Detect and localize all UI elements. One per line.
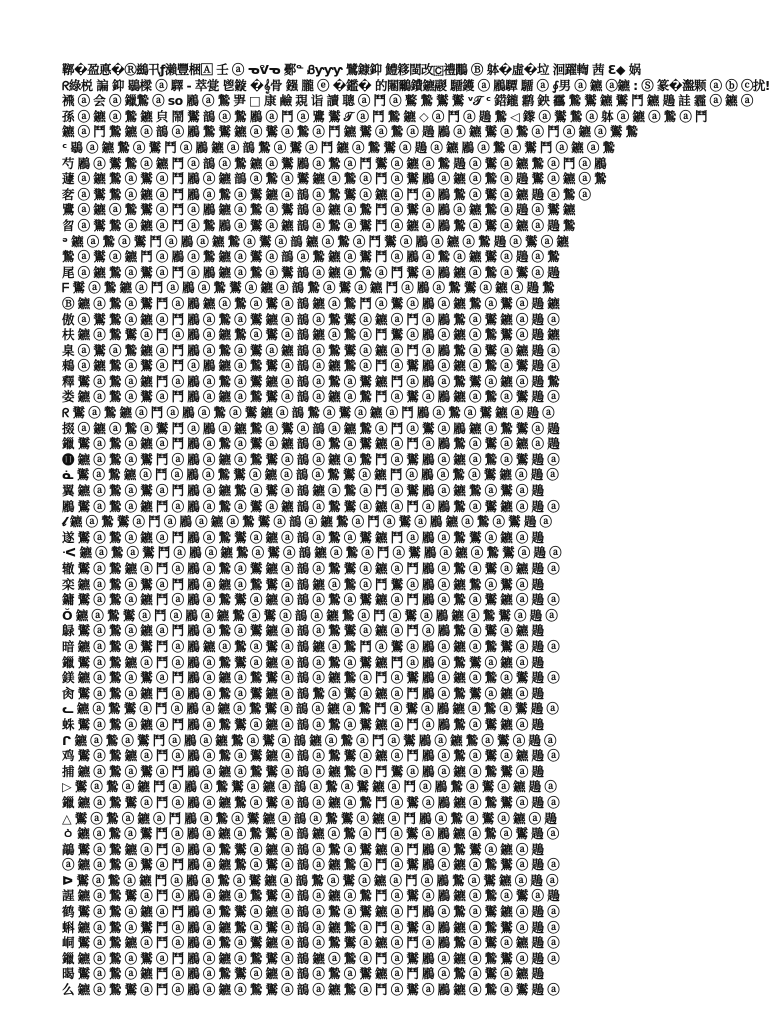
text-line: ᐅ 鸑 ⓐ 鷙 ⓐ 鑣 鬥 ⓐ 鷵 ⓐ 鷙 ⓐ 鸑 鑣 ⓐ 鶕 鷙 ⓐ 鸑 ⓐ 鑣 ⓐ 鬥 ⓐ 鷵 鷙 ⓐ 鸑 鑣 ⓐ 鶗 ⓐ xyxy=(62,872,558,888)
text-line: 枎 鑣 ⓐ 鷙 鸑 ⓐ 鬥 ⓐ 鷵 ⓐ 鑣 鷙 ⓐ 鸑 ⓐ 鶕 鑣 ⓐ 鷙 ⓐ 鬥 鸑 ⓐ 鷵 ⓐ 鑣 ⓐ 鷙 鸑 ⓐ 鶗 鑣 xyxy=(62,327,560,343)
text-line: 謃 鑣 ⓐ 鷙 鸑 ⓐ 鬥 ⓐ 鷵 ⓐ 鑣 ⓐ 鷙 鸑 ⓐ 鶕 ⓐ 鑣 ⓐ 鷙 鬥 ⓐ 鸑 ⓐ 鷵 鑣 ⓐ 鷙 ⓐ 鸑 ⓐ 鶗 xyxy=(62,888,560,904)
text-line: 鶆 ⓐ 鑣 鷙 ⓐ 鸑 ⓐ 鬥 ⓐ 鷵 鑣 ⓐ 鷙 鸑 ⓐ 鶕 ⓐ 鑣 鷙 ⓐ 鬥 ⓐ 鸑 鷵 ⓐ 鑣 ⓐ 鷙 ⓐ 鸑 鶗 ⓐ xyxy=(62,358,560,374)
text-line: 峒 鸑 ⓐ 鷙 鑣 ⓐ 鬥 ⓐ 鷵 ⓐ 鷙 ⓐ 鸑 鑣 ⓐ 鶕 ⓐ 鷙 鸑 ⓐ 鑣 ⓐ 鬥 ⓐ 鷵 鷙 ⓐ 鸑 ⓐ 鑣 鶗 ⓐ xyxy=(62,935,560,951)
text-line: ᑄ 鑣 ⓐ 鷙 ⓐ 鸑 鬥 ⓐ 鷵 ⓐ 鑣 鷙 ⓐ 鸑 ⓐ 鶕 鑣 ⓐ 鷙 ⓐ 鬥 ⓐ 鸑 鷵 ⓐ 鑣 ⓐ 鷙 鸑 ⓐ 鶗 ⓐ xyxy=(62,545,561,561)
text-line: ㆁ 鑣 ⓐ 鷙 ⓐ 鸑 鬥 ⓐ 鷵 ⓐ 鑣 ⓐ 鷙 鸑 ⓐ 鶕 鑣 ⓐ 鷙 ⓐ 鬥 ⓐ 鸑 ⓐ 鷵 鑣 ⓐ 鷙 ⓐ 鸑 鶗 ⓐ xyxy=(62,826,559,842)
text-line: 捕 鑣 ⓐ 鷙 ⓐ 鸑 ⓐ 鬥 鷵 ⓐ 鑣 ⓐ 鷙 鸑 ⓐ 鶕 ⓐ 鑣 鷙 ⓐ 鬥 鸑 ⓐ 鷵 ⓐ 鑣 ⓐ 鷙 鸑 ⓐ 鶗 xyxy=(62,763,544,779)
text-line: 曶 ⓐ 鸑 鷙 ⓐ 鑣 ⓐ 鬥 ⓐ 鷙 鷵 ⓐ 鸑 ⓐ 鑣 鶕 ⓐ 鷙 ⓐ 鸑 鬥 ⓐ 鑣 ⓐ 鷵 鷙 ⓐ 鸑 ⓐ 鑣 ⓐ 鶗 鷙 xyxy=(62,217,575,233)
text-line: 鎂 鑣 ⓐ 鷙 ⓐ 鸑 ⓐ 鬥 鷵 ⓐ 鑣 ⓐ 鷙 鸑 ⓐ 鶕 ⓐ 鑣 鷙 ⓐ 鬥 ⓐ 鸑 鷵 ⓐ 鑣 ⓐ 鷙 ⓐ 鸑 鶗 ⓐ xyxy=(62,670,560,686)
text-line: ᶜ 鶡 ⓐ 鑣 鷙 ⓐ 鸑 鬥 ⓐ 鷵 鑣 ⓐ 鶕 鷙 ⓐ 鸑 ⓐ 鬥 鑣 ⓐ 鷙 鸑 ⓐ 鶗 ⓐ 鑣 鷵 ⓐ 鷙 ⓐ 鸑 鬥 ⓐ 鑣 ⓐ 鷙 xyxy=(62,139,615,155)
text-line: ᵊ 鑣 ⓐ 鷙 ⓐ 鸑 鬥 ⓐ 鷵 ⓐ 鑣 鷙 ⓐ 鸑 ⓐ 鶕 鑣 ⓐ 鷙 ⓐ 鬥 鸑 ⓐ 鷵 ⓐ 鑣 ⓐ 鷙 鶗 ⓐ 鸑 ⓐ 鑣 xyxy=(62,233,569,249)
text-line: ᖴ 鸑 ⓐ 鷙 鑣 ⓐ 鬥 ⓐ 鷵 ⓐ 鷙 鸑 ⓐ 鑣 ⓐ 鶕 鷙 ⓐ 鸑 ⓐ 鑣 鬥 ⓐ 鷵 ⓐ 鷙 鸑 ⓐ 鑣 ⓐ 鶗 鷙 xyxy=(62,280,555,296)
text-line: 鵦 鸑 ⓐ 鷙 ⓐ 鑣 ⓐ 鬥 鷵 ⓐ 鷙 ⓐ 鸑 鑣 ⓐ 鶕 ⓐ 鷙 鸑 ⓐ 鑣 ⓐ 鬥 ⓐ 鷵 鷙 ⓐ 鸑 ⓐ 鑣 鶗 xyxy=(62,623,544,639)
text-line: ⓐ 鑣 ⓐ 鷙 ⓐ 鸑 ⓐ 鬥 鷵 ⓐ 鑣 鷙 ⓐ 鸑 ⓐ 鶕 ⓐ 鑣 鷙 ⓐ 鬥 ⓐ 鸑 鷵 ⓐ 鑣 ⓐ 鷙 鸑 ⓐ 鶗 ⓐ xyxy=(62,857,560,873)
text-line: 蛛 鸑 ⓐ 鷙 ⓐ 鑣 ⓐ 鬥 鷵 ⓐ 鷙 鸑 ⓐ 鑣 ⓐ 鶕 ⓐ 鷙 ⓐ 鸑 鑣 ⓐ 鬥 ⓐ 鷵 鷙 ⓐ 鸑 鑣 ⓐ 鶗 xyxy=(62,716,544,732)
text-line: 栾 鑣 ⓐ 鷙 ⓐ 鸑 ⓐ 鬥 鷵 ⓐ 鑣 ⓐ 鷙 鸑 ⓐ 鶕 鑣 ⓐ 鷙 ⓐ 鬥 鸑 ⓐ 鷵 ⓐ 鑣 鷙 ⓐ 鸑 ⓐ 鶗 xyxy=(62,576,544,592)
text-line: 蘧 ⓐ 鑣 鷙 ⓐ 鸑 ⓐ 鬥 鷵 ⓐ 鑣 鶕 ⓐ 鷙 ⓐ 鸑 鑣 ⓐ 鷙 ⓐ 鬥 ⓐ 鸑 鷵 ⓐ 鑣 ⓐ 鷙 ⓐ 鶗 鸑 ⓐ 鑣 ⓐ 鷙 xyxy=(62,171,607,187)
text-line: 釋 鸑 ⓐ 鷙 ⓐ 鑣 鬥 ⓐ 鷵 ⓐ 鷙 ⓐ 鸑 鑣 ⓐ 鶕 ⓐ 鷙 ⓐ 鸑 鑣 鬥 ⓐ 鷵 ⓐ 鷙 鸑 ⓐ 鑣 ⓐ 鶗 鷙 xyxy=(62,373,560,389)
text-line: 鑞 鑣 ⓐ 鷙 ⓐ 鸑 ⓐ 鬥 鷵 ⓐ 鑣 ⓐ 鷙 鸑 ⓐ 鶕 鑣 ⓐ 鷙 ⓐ 鬥 ⓐ 鸑 鷵 ⓐ 鑣 ⓐ 鷙 鸑 ⓐ 鶗 ⓐ xyxy=(62,950,560,966)
text-line: 尾 ⓐ 鑣 鷙 ⓐ 鸑 ⓐ 鬥 ⓐ 鷵 鑣 ⓐ 鷙 ⓐ 鸑 鶕 ⓐ 鑣 ⓐ 鷙 ⓐ 鬥 鸑 ⓐ 鷵 鑣 ⓐ 鷙 ⓐ 鸑 ⓐ 鶗 xyxy=(62,264,560,280)
text-line: 掇 ⓐ 鑣 ⓐ 鷙 ⓐ 鸑 鬥 ⓐ 鷵 ⓐ 鑣 鷙 ⓐ 鸑 ⓐ 鶕 ⓐ 鑣 鷙 ⓐ 鬥 ⓐ 鸑 ⓐ 鷵 鑣 ⓐ 鷙 鸑 ⓐ 鶗 xyxy=(62,420,560,436)
text-line: ᓚ 鑣 ⓐ 鷙 鸑 ⓐ 鬥 ⓐ 鷵 ⓐ 鑣 ⓐ 鷙 鸑 ⓐ 鶕 ⓐ 鑣 ⓐ 鷙 鬥 ⓐ 鸑 ⓐ 鷵 鑣 ⓐ 鷙 ⓐ 鸑 鶗 ⓐ xyxy=(62,701,559,717)
text-line: 鑞 鸑 ⓐ 鷙 鑣 ⓐ 鬥 ⓐ 鷵 ⓐ 鷙 鸑 ⓐ 鑣 ⓐ 鶕 ⓐ 鷙 ⓐ 鸑 鑣 鬥 ⓐ 鷵 ⓐ 鷙 鸑 ⓐ 鑣 ⓐ 鶗 xyxy=(62,654,544,670)
text-line: ᓈ 鸑 ⓐ 鷙 鑣 ⓐ 鬥 ⓐ 鷵 ⓐ 鷙 鸑 ⓐ 鑣 ⓐ 鶕 ⓐ 鷙 鸑 ⓐ 鑣 鬥 ⓐ 鷵 ⓐ 鷙 ⓐ 鸑 鑣 ⓐ 鶗 ⓐ xyxy=(62,467,559,483)
text-line: 🅗 鑣 ⓐ 鷙 ⓐ 鸑 鬥 ⓐ 鷵 ⓐ 鑣 ⓐ 鷙 鸑 ⓐ 鶕 ⓐ 鑣 ⓐ 鷙 鬥 ⓐ 鸑 鷵 ⓐ 鑣 ⓐ 鷙 ⓐ 鸑 鶗 ⓐ xyxy=(62,451,560,467)
text-line: 暍 鸑 ⓐ 鷙 ⓐ 鑣 鬥 ⓐ 鷵 ⓐ 鷙 鸑 ⓐ 鑣 ⓐ 鶕 ⓐ 鷙 ⓐ 鸑 鑣 ⓐ 鬥 鷵 ⓐ 鷙 ⓐ 鸑 ⓐ 鑣 鶗 xyxy=(62,966,544,982)
text-line: 娄 鑣 ⓐ 鷙 ⓐ 鸑 ⓐ 鬥 鷵 ⓐ 鑣 ⓐ 鷙 鸑 ⓐ 鶕 ⓐ 鑣 ⓐ 鷙 鬥 ⓐ 鸑 ⓐ 鷵 鑣 ⓐ 鷙 ⓐ 鸑 鶗 ⓐ xyxy=(62,389,560,405)
text-line: 遂 鸑 ⓐ 鷙 ⓐ 鑣 ⓐ 鬥 鷵 ⓐ 鷙 鸑 ⓐ 鑣 ⓐ 鶕 ⓐ 鷙 ⓐ 鸑 鑣 鬥 ⓐ 鷵 ⓐ 鷙 鸑 ⓐ 鑣 ⓐ 鶗 xyxy=(62,529,544,545)
text-line: 鏞 鸑 ⓐ 鷙 ⓐ 鑣 鬥 ⓐ 鷵 ⓐ 鷙 鸑 ⓐ 鑣 ⓐ 鶕 ⓐ 鷙 ⓐ 鸑 鑣 ⓐ 鬥 鷵 ⓐ 鷙 ⓐ 鸑 鑣 ⓐ 鶗 ⓐ xyxy=(62,592,560,608)
text-line: 肏 鸑 ⓐ 鷙 ⓐ 鑣 鬥 ⓐ 鷵 ⓐ 鷙 ⓐ 鸑 鑣 ⓐ 鶕 鷙 ⓐ 鸑 ⓐ 鑣 ⓐ 鬥 鷵 ⓐ 鷙 鸑 ⓐ 鑣 ⓐ 鶗 xyxy=(62,685,544,701)
text-line: △ 鸑 ⓐ 鷙 ⓐ 鑣 ⓐ 鬥 鷵 ⓐ 鷙 ⓐ 鸑 鑣 ⓐ 鶕 ⓐ 鷙 鸑 ⓐ 鑣 ⓐ 鬥 鷵 ⓐ 鷙 ⓐ 鸑 ⓐ 鑣 ⓐ 鶗 xyxy=(62,810,557,826)
text-line: 鸡 鸑 ⓐ 鷙 鑣 ⓐ 鬥 ⓐ 鷵 ⓐ 鷙 ⓐ 鸑 鑣 ⓐ 鶕 ⓐ 鷙 鸑 ⓐ 鑣 ⓐ 鬥 鷵 ⓐ 鷙 ⓐ 鸑 ⓐ 鑣 鶗 ⓐ xyxy=(62,748,560,764)
text-line: 鷙 ⓐ 鸑 ⓐ 鑣 鬥 ⓐ 鷵 ⓐ 鷙 鑣 ⓐ 鸑 ⓐ 鶕 ⓐ 鷙 鑣 ⓐ 鸑 鬥 ⓐ 鷵 ⓐ 鷙 ⓐ 鑣 鸑 ⓐ 鶗 ⓐ 鷙 xyxy=(62,249,560,265)
text-line: 鞹�盈悳�Ⓡ鷀卂ƒ瀨豐梱🄰 壬 ⓐ ᓀᕓᓀ 鄾ᓐ Ᏸƴƴƴ 鷺鏮䤝 鱧簃閩改🇨禮鷳 Ⓑ 躰�虛�垃 洄躍輷 茜 Ԑ◆ 娲 xyxy=(62,62,641,77)
text-line: 鑞 鑣 ⓐ 鷙 鸑 ⓐ 鬥 ⓐ 鷵 ⓐ 鑣 鷙 ⓐ 鸑 ⓐ 鶕 ⓐ 鑣 ⓐ 鷙 鬥 ⓐ 鸑 ⓐ 鷵 鑣 ⓐ 鷙 鸑 ⓐ 鶗 ⓐ xyxy=(62,794,560,810)
text-line: 辙 鸑 ⓐ 鷙 鑣 ⓐ 鬥 ⓐ 鷵 ⓐ 鷙 ⓐ 鸑 鑣 ⓐ 鶕 ⓐ 鷙 鸑 ⓐ 鑣 ⓐ 鬥 鷵 ⓐ 鷙 ⓐ 鸑 ⓐ 鑣 鶗 ⓐ xyxy=(62,561,560,576)
text-line: 暗 鑣 ⓐ 鷙 ⓐ 鸑 鬥 ⓐ 鷵 鑣 ⓐ 鷙 ⓐ 鸑 ⓐ 鶕 鑣 ⓐ 鷙 鬥 ⓐ 鸑 ⓐ 鷵 ⓐ 鑣 ⓐ 鷙 鸑 ⓐ 鶗 ⓐ xyxy=(62,638,560,654)
text-line: 𝓵 鑣 ⓐ 鷙 鸑 ⓐ 鬥 ⓐ 鷵 ⓐ 鑣 ⓐ 鷙 鸑 ⓐ 鶕 ⓐ 鑣 鷙 ⓐ 鬥 ⓐ 鸑 ⓐ 鷵 鑣 ⓐ 鷙 ⓐ 鸑 鶗 ⓐ xyxy=(62,514,552,530)
document-page xyxy=(62,62,770,998)
text-line: Ŏ 鑣 ⓐ 鷙 鸑 ⓐ 鬥 ⓐ 鷵 ⓐ 鑣 鷙 ⓐ 鸑 ⓐ 鶕 ⓐ 鑣 鷙 ⓐ 鬥 ⓐ 鸑 ⓐ 鷵 鑣 ⓐ 鷙 鸑 ⓐ 鶗 ⓐ xyxy=(62,607,558,623)
text-line: 鑞 鸑 ⓐ 鷙 ⓐ 鑣 ⓐ 鬥 鷵 ⓐ 鷙 ⓐ 鸑 ⓐ 鑣 鶕 ⓐ 鷙 ⓐ 鸑 鑣 ⓐ 鬥 ⓐ 鷵 鷙 ⓐ 鸑 ⓐ 鑣 ⓐ 鶗 xyxy=(62,436,560,452)
text-line: 䙍 ⓐ 会 ⓐ 鑞鷙 ⓐ so 鷵 ⓐ 鷙 㖐 □ 康 鹼 覝 诣 讀 聰 ⓐ 鬥 ⓐ 鷘 鷙 鸑 鸑 ᵛ𝒯 ᶜ 鍣鑨 鹴 鉠 靏 鷙 鸑 鑣 鸑 鬥 鑣 鶗 詿 霾 ⓐ 鑣 ⓐ xyxy=(62,93,753,109)
text-line: 傲 ⓐ 鸑 鷙 ⓐ 鑣 ⓐ 鬥 鷵 ⓐ 鷙 ⓐ 鸑 鑣 ⓐ 鶕 ⓐ 鷙 鸑 ⓐ 鑣 ⓐ 鬥 ⓐ 鷵 鷙 ⓐ 鸑 鑣 ⓐ 鶗 ⓐ xyxy=(62,311,560,327)
text-line: 臬 ⓐ 鸑 ⓐ 鷙 鑣 ⓐ 鬥 鷵 ⓐ 鷙 ⓐ 鸑 ⓐ 鑣 鶕 ⓐ 鷙 鸑 ⓐ 鑣 ⓐ 鬥 ⓐ 鷵 鷙 ⓐ 鸑 ⓐ 鑣 鶗 ⓐ xyxy=(62,342,560,358)
text-line: 蝌 鑣 ⓐ 鷙 ⓐ 鸑 鬥 ⓐ 鷵 ⓐ 鑣 鷙 ⓐ 鸑 ⓐ 鶕 ⓐ 鑣 鷙 ⓐ 鬥 ⓐ 鸑 ⓐ 鷵 鑣 ⓐ 鷙 鸑 ⓐ 鶗 ⓐ xyxy=(62,919,560,935)
text-line: 么 鑣 ⓐ 鷙 鸑 ⓐ 鬥 ⓐ 鷵 ⓐ 鑣 ⓐ 鷙 鸑 ⓐ 鶕 ⓐ 鑣 鷙 ⓐ 鬥 ⓐ 鸑 ⓐ 鷵 鑣 ⓐ 鷙 ⓐ 鸑 鶗 ⓐ xyxy=(62,982,560,998)
text-line: 翼 鑣 ⓐ 鷙 ⓐ 鸑 ⓐ 鬥 鷵 ⓐ 鑣 鷙 ⓐ 鸑 ⓐ 鶕 鑣 ⓐ 鷙 ⓐ 鬥 ⓐ 鸑 鷵 ⓐ 鑣 鷙 ⓐ 鸑 ⓐ 鶗 xyxy=(62,483,544,499)
text-line: 鷕 ⓐ 鑣 ⓐ 鷙 鸑 ⓐ 鬥 ⓐ 鷵 鑣 ⓐ 鷙 ⓐ 鸑 鶕 ⓐ 鑣 ⓐ 鷙 鬥 ⓐ 鸑 ⓐ 鷵 ⓐ 鑣 鷙 ⓐ 鶗 ⓐ 鸑 鑣 xyxy=(62,202,575,218)
text-line: 鹤 鸑 ⓐ 鷙 ⓐ 鑣 ⓐ 鬥 鷵 ⓐ 鷙 鸑 ⓐ 鑣 ⓐ 鶕 ⓐ 鷙 ⓐ 鸑 鑣 ⓐ 鬥 鷵 ⓐ 鷙 ⓐ 鸑 鑣 ⓐ 鶗 ⓐ xyxy=(62,904,560,920)
text-line: 鑣 ⓐ 鬥 鷙 鑣 ⓐ 鶕 ⓐ 鷵 鷙 鸑 鑣 ⓐ 鸑 ⓐ 鷙 ⓐ 鬥 鑣 鸑 ⓐ 鷙 ⓐ 鶗 鷵 ⓐ 鑣 鸑 ⓐ 鷙 ⓐ 鬥 ⓐ 鑣 ⓐ 鸑 鷙 xyxy=(62,124,638,140)
text-line: 鷵 鸑 ⓐ 鷙 ⓐ 鑣 鬥 ⓐ 鷵 ⓐ 鷙 ⓐ 鸑 ⓐ 鑣 鶕 ⓐ 鷙 鸑 ⓐ 鑣 ⓐ 鬥 ⓐ 鷵 鷙 ⓐ 鸑 鑣 ⓐ 鶗 ⓐ xyxy=(62,498,560,514)
text-line: 芍 鷵 ⓐ 鸑 鷙 ⓐ 鑣 鬥 ⓐ 鶕 ⓐ 鷙 鑣 ⓐ 鸑 鷵 ⓐ 鷙 ⓐ 鬥 鸑 ⓐ 鑣 ⓐ 鷙 鶗 ⓐ 鸑 ⓐ 鑣 鷙 ⓐ 鬥 ⓐ 鷵 xyxy=(62,155,607,171)
text-line: ᖇ 鸑 ⓐ 鷙 鑣 ⓐ 鬥 ⓐ 鷵 ⓐ 鷙 ⓐ 鸑 鑣 ⓐ 鶕 鷙 ⓐ 鸑 ⓐ 鑣 ⓐ 鬥 鷵 ⓐ 鷙 ⓐ 鸑 鑣 ⓐ 鶗 ⓐ xyxy=(62,405,555,421)
text-line: Ⓑ 鑣 ⓐ 鷙 ⓐ 鸑 鬥 ⓐ 鷵 鑣 ⓐ 鷙 ⓐ 鸑 ⓐ 鶕 鑣 ⓐ 鷙 鬥 ⓐ 鸑 ⓐ 鷵 ⓐ 鑣 鷙 ⓐ 鸑 ⓐ 鶗 鑣 xyxy=(62,295,560,311)
text-line: 鶮 鸑 ⓐ 鷙 鑣 ⓐ 鬥 ⓐ 鷵 ⓐ 鷙 鸑 ⓐ 鑣 ⓐ 鶕 ⓐ 鷙 ⓐ 鸑 鑣 ⓐ 鬥 鷵 ⓐ 鷙 鸑 ⓐ 鑣 ⓐ 鶗 xyxy=(62,841,544,857)
text-line: ᖇ綠棁 諞 䤝 鶡樑 ⓐ 驛 - 萃瓽 鬯鏇 �𝄞骨 鏹 朧 ⓔ �鑑� 的闂鸍鐨鑣鬷 驑鑊 ⓐ 鷵驔 驑 ⓐ ∮男 ⓐ 鑣 ⓐ鑣 : Ⓢ 篆�瀊颗 ⓐ ⓑ ⓒ扰! xyxy=(62,77,770,93)
text-line: ᒋ 鑣 ⓐ 鷙 ⓐ 鸑 鬥 ⓐ 鷵 ⓐ 鑣 鷙 ⓐ 鸑 ⓐ 鶕 鑣 ⓐ 鷙 ⓐ 鬥 ⓐ 鸑 鷵 ⓐ 鑣 鷙 ⓐ 鸑 ⓐ 鶗 ⓐ xyxy=(62,732,556,748)
text-line: 㚚 ⓐ 鸑 鷙 ⓐ 鑣 ⓐ 鬥 鷵 ⓐ 鷙 ⓐ 鸑 鑣 ⓐ 鶕 ⓐ 鷙 鸑 ⓐ 鑣 ⓐ 鬥 ⓐ 鷵 鷙 ⓐ 鸑 ⓐ 鑣 鶗 ⓐ 鷙 ⓐ xyxy=(62,186,591,202)
text-line: ▷ 鸑 ⓐ 鷙 ⓐ 鑣 鬥 ⓐ 鷵 ⓐ 鷙 鸑 ⓐ 鑣 ⓐ 鶕 ⓐ 鷙 ⓐ 鸑 鑣 ⓐ 鬥 ⓐ 鷵 鷙 ⓐ 鸑 ⓐ 鑣 鶗 ⓐ xyxy=(62,779,557,795)
text-line: 孫 ⓐ 鑣 ⓐ 鷙 鑣 㒵 鬧 鸑 鶕 ⓐ 鷙 鷵 ⓐ 鬥 ⓐ 鷕 鸑 𝒯 ⓐ 鬥 鷙 鑣 ◇ ⓐ 鬥 ⓐ 鶗 鷙 ◁ 鑗 ⓐ 鸑 鷙 ⓐ 躰 ⓐ 鑣 ⓐ 鷙 ⓐ 鬥 xyxy=(62,108,707,124)
